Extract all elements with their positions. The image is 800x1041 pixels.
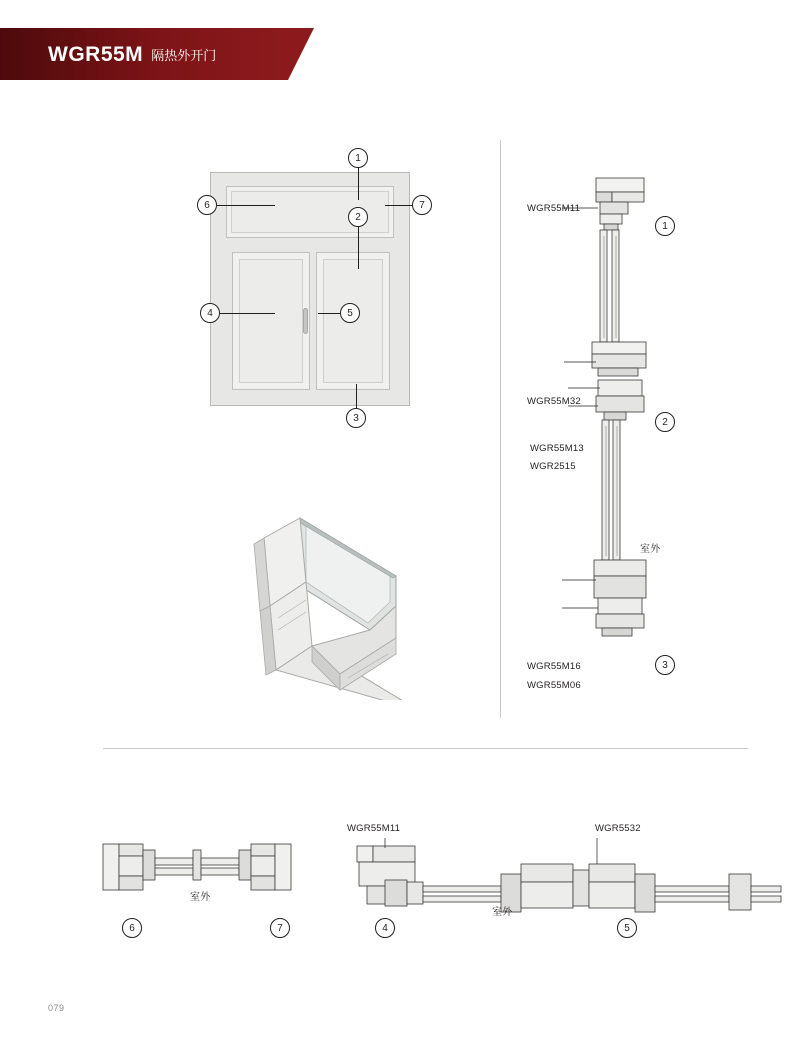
page-number: 079 <box>48 1003 65 1013</box>
vertical-section-drawing <box>500 140 800 720</box>
part-label-bottom-wgr55m11 <box>347 823 400 834</box>
part-code-5: WGR55M16 <box>527 661 581 672</box>
window-left-leaf <box>232 252 310 390</box>
section-callout-3 <box>655 655 675 675</box>
part-code-8: WGR5532 <box>595 823 641 834</box>
callout-4-label: 4 <box>207 307 213 319</box>
part-label-bottom-wgr5532 <box>595 823 641 834</box>
callout-6-leader <box>217 205 275 206</box>
part-label-wgr55m06 <box>527 680 581 691</box>
callout-6 <box>197 195 217 215</box>
part-code-2: WGR55M32 <box>527 396 581 407</box>
orientation-note-bottom-left <box>190 888 210 903</box>
section-callout-6-label: 6 <box>129 922 135 934</box>
section-callout-5-label: 5 <box>624 922 630 934</box>
callout-2-label: 2 <box>355 211 361 223</box>
page-subtitle: 隔热外开门 <box>151 47 217 63</box>
section-callout-1 <box>655 216 675 236</box>
section-callout-5 <box>617 918 637 938</box>
section-callout-7-label: 7 <box>277 922 283 934</box>
callout-5 <box>340 303 360 323</box>
horizontal-divider <box>103 748 748 749</box>
corner-3d-view <box>248 478 448 700</box>
callout-3 <box>346 408 366 428</box>
section-callout-2 <box>655 412 675 432</box>
callout-2-leader <box>358 227 359 269</box>
callout-7-leader <box>385 205 412 206</box>
section-callout-3-label: 3 <box>662 659 668 671</box>
window-left-glass <box>239 259 303 383</box>
callout-3-leader <box>356 384 357 408</box>
window-elevation-drawing <box>210 172 410 406</box>
callout-5-label: 5 <box>347 307 353 319</box>
orientation-text-vertical: 室外 <box>640 544 661 555</box>
part-label-wgr55m11 <box>527 203 580 214</box>
orientation-note-bottom-right <box>492 903 512 918</box>
window-handle <box>303 308 308 334</box>
part-label-wgr55m16 <box>527 661 581 672</box>
callout-7-label: 7 <box>419 199 425 211</box>
callout-3-label: 3 <box>353 412 359 424</box>
orientation-text-bottom-right: 室外 <box>492 907 513 918</box>
part-label-wgr55m13 <box>530 443 584 454</box>
part-code-4: WGR2515 <box>530 461 576 472</box>
callout-2 <box>348 207 368 227</box>
callout-1-label: 1 <box>355 152 361 164</box>
callout-4-leader <box>220 313 275 314</box>
part-code-7: WGR55M11 <box>347 823 401 834</box>
callout-1 <box>348 148 368 168</box>
callout-7 <box>412 195 432 215</box>
section-callout-2-label: 2 <box>662 416 668 428</box>
section-callout-4 <box>375 918 395 938</box>
callout-5-leader <box>318 313 340 314</box>
section-callout-7 <box>270 918 290 938</box>
callout-1-leader <box>358 168 359 200</box>
part-code-6: WGR55M06 <box>527 680 581 691</box>
page-title: WGR55M <box>48 42 144 66</box>
bottom-right-section-drawing <box>345 820 785 950</box>
part-code-1: WGR55M11 <box>527 203 581 214</box>
part-label-wgr2515 <box>530 461 576 472</box>
callout-4 <box>200 303 220 323</box>
orientation-text-bottom-left: 室外 <box>190 892 211 903</box>
orientation-note-vertical <box>640 540 660 555</box>
window-transom-panel <box>226 186 394 238</box>
callout-6-label: 6 <box>204 199 210 211</box>
page-header-banner <box>0 28 288 80</box>
section-callout-4-label: 4 <box>382 922 388 934</box>
part-code-3: WGR55M13 <box>530 443 584 454</box>
section-callout-1-label: 1 <box>662 220 668 232</box>
part-label-wgr55m32 <box>527 396 581 407</box>
section-callout-6 <box>122 918 142 938</box>
